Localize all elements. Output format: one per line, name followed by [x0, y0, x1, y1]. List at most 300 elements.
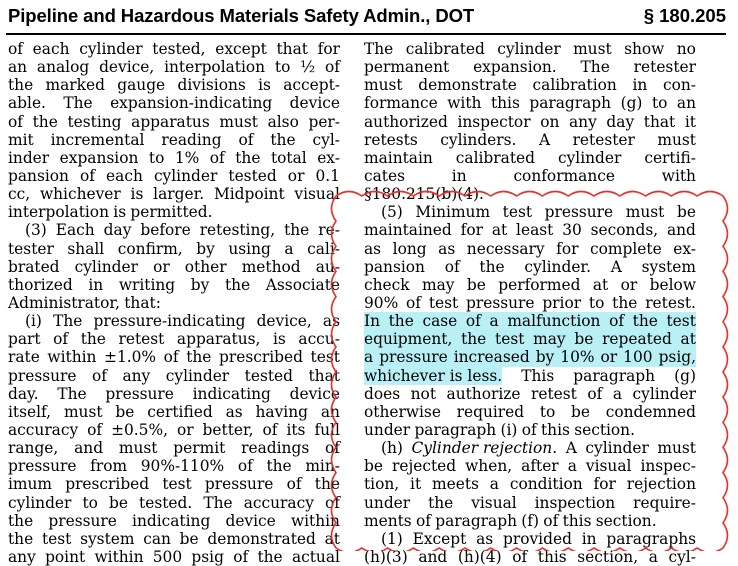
word: as: [225, 402, 243, 421]
word: least: [516, 221, 554, 240]
text-line: [8, 185, 340, 203]
word: in: [88, 275, 104, 294]
highlighted-text: whichever is less.: [364, 366, 503, 385]
word: retests: [364, 130, 418, 149]
word: tested: [244, 366, 293, 385]
word: a: [284, 239, 294, 258]
text-line: [8, 94, 340, 112]
text-line: [364, 494, 696, 512]
word: seconds,: [590, 221, 659, 240]
word: or: [600, 348, 618, 367]
text-line: [364, 258, 696, 276]
word: cali-: [307, 239, 340, 258]
word: ex-: [673, 239, 696, 258]
word: demonstrated: [207, 529, 316, 548]
word: testing: [67, 112, 122, 131]
word: does: [364, 384, 401, 403]
word: section,: [577, 547, 639, 566]
word: is: [130, 185, 144, 204]
word: of: [444, 257, 460, 276]
word: each: [106, 166, 143, 185]
word: the: [266, 457, 292, 476]
word: authorized: [364, 112, 448, 131]
word: pressure: [8, 366, 77, 385]
text-line: [364, 421, 696, 439]
word: by: [196, 239, 215, 258]
word: any: [122, 366, 151, 385]
word: or: [620, 275, 638, 294]
word: pressure: [8, 457, 77, 476]
word: retest.: [645, 293, 696, 312]
word: of: [87, 420, 103, 439]
word: its: [286, 420, 306, 439]
word: expansion: [59, 148, 139, 167]
text-line: [364, 403, 696, 421]
word: (f): [521, 511, 539, 530]
word: inspection: [534, 493, 616, 512]
word: to: [588, 293, 605, 312]
word: be: [676, 203, 696, 222]
text-line: [8, 149, 340, 167]
word: tester: [8, 239, 54, 258]
word: accuracy: [243, 493, 314, 512]
word: re-: [318, 221, 340, 240]
word: device: [289, 94, 340, 113]
word: (5): [381, 203, 403, 222]
word: it: [410, 475, 422, 494]
word: permanent: [364, 58, 450, 77]
word: Midpoint: [213, 185, 285, 204]
word: readings: [241, 439, 310, 458]
text-line: [364, 475, 696, 493]
word: (h): [381, 439, 403, 458]
word: cylinders.: [440, 130, 517, 149]
word: per-: [308, 112, 340, 131]
word: psig,: [658, 348, 696, 367]
word: an: [8, 58, 28, 77]
word: cylinder: [557, 148, 622, 167]
text-line: [8, 167, 340, 185]
word: of: [238, 130, 254, 149]
text-line: [364, 58, 696, 76]
word: is: [272, 330, 286, 349]
word: brated: [8, 257, 60, 276]
word: each: [32, 40, 70, 58]
text-line: [8, 76, 340, 94]
word: tested: [228, 166, 277, 185]
word: system: [641, 257, 696, 276]
text-line: [8, 131, 340, 149]
word: of: [233, 547, 249, 566]
word: an: [320, 402, 340, 421]
word: (i): [25, 312, 42, 331]
word: paragraphs: [606, 529, 696, 548]
word: that: [276, 40, 308, 58]
word: (g): [674, 366, 696, 385]
word: shall: [67, 239, 105, 258]
word: The: [57, 384, 87, 403]
word: the: [388, 312, 414, 331]
word: any: [569, 112, 597, 131]
word: au-: [315, 257, 340, 276]
word: test: [428, 293, 459, 312]
word: of: [8, 40, 23, 58]
word: Administrator,: [8, 293, 120, 312]
word: other: [184, 257, 227, 276]
word: paragraph: [529, 94, 612, 113]
word: (h)(4): [457, 547, 502, 566]
word: by: [190, 275, 210, 294]
word: be: [574, 330, 594, 349]
word: a: [612, 384, 623, 403]
word: the: [270, 130, 296, 149]
word: must: [63, 402, 103, 421]
word: 1%: [174, 148, 200, 167]
word: cylinder: [632, 384, 696, 403]
word: gauge: [117, 76, 166, 95]
word: condition: [509, 475, 583, 494]
word: 100: [623, 348, 653, 367]
word: cylinder: [497, 40, 561, 58]
word: this: [537, 547, 567, 566]
text-line: [364, 367, 696, 385]
word: as: [476, 529, 494, 548]
word: within: [47, 348, 97, 367]
word: an: [676, 94, 696, 113]
word: be: [571, 402, 590, 421]
word: of: [325, 493, 340, 512]
text-line: [364, 385, 696, 403]
text-line: [8, 258, 340, 276]
word: the: [8, 511, 34, 530]
word: cylinder: [8, 493, 72, 512]
word: test: [41, 529, 72, 548]
word: check: [364, 275, 410, 294]
text-line: [8, 240, 340, 258]
word: device,: [99, 58, 155, 77]
text-line: [8, 113, 340, 131]
word: this: [540, 420, 570, 439]
word: incremental: [50, 130, 145, 149]
text-line: [364, 240, 696, 258]
word: the: [257, 547, 283, 566]
word: from: [90, 457, 128, 476]
word: of: [8, 112, 23, 131]
word: within: [94, 547, 144, 566]
word: retest: [531, 384, 577, 403]
word: provided: [503, 529, 572, 548]
word: the: [32, 112, 58, 131]
text-line: [364, 40, 696, 58]
word: pansion: [8, 166, 69, 185]
highlighted-line: [364, 330, 696, 348]
text-line: [8, 385, 340, 403]
word: rate: [8, 348, 40, 367]
word: divisions: [177, 76, 246, 95]
text-line: [8, 530, 340, 548]
word: test: [310, 348, 340, 367]
word: The: [53, 312, 83, 331]
word: 500: [152, 547, 183, 566]
word: meets: [432, 475, 479, 494]
word: This: [521, 366, 555, 385]
word: ments: [364, 511, 412, 530]
word: tested.: [139, 493, 193, 512]
word: no: [676, 40, 696, 58]
word: or: [287, 166, 305, 185]
page-header: [8, 2, 726, 30]
word: when,: [465, 457, 513, 476]
word: may: [533, 330, 566, 349]
word: the: [479, 257, 505, 276]
word: must: [364, 76, 403, 95]
word: the: [461, 330, 487, 349]
word: device: [289, 384, 340, 403]
word: must: [118, 439, 158, 458]
word: cyl-: [312, 130, 340, 149]
text-line: [8, 221, 340, 239]
text-line: [8, 421, 340, 439]
word: and: [418, 547, 448, 566]
word: a: [364, 348, 374, 367]
word: test: [162, 475, 192, 494]
word: at: [324, 529, 340, 548]
word: inder: [8, 148, 50, 167]
word: at: [491, 221, 508, 240]
text-line: [364, 512, 696, 530]
word: of: [416, 511, 431, 530]
word: whichever: [39, 185, 121, 204]
word: of: [80, 166, 95, 185]
word: device,: [256, 312, 312, 331]
word: the: [284, 221, 310, 240]
word: of: [92, 366, 107, 385]
word: or: [176, 420, 194, 439]
word: to: [148, 148, 165, 167]
word: in: [632, 76, 648, 95]
word: of: [521, 420, 537, 439]
word: visual: [471, 493, 517, 512]
word: equipment,: [364, 330, 453, 349]
word: device: [225, 511, 276, 530]
word: maintained: [364, 221, 452, 240]
word: Each: [55, 221, 95, 240]
text-line: [8, 348, 340, 366]
word: cylinder.: [524, 257, 591, 276]
word: formance: [364, 94, 438, 113]
text-line: [364, 185, 696, 203]
word: cylinder: [74, 257, 138, 276]
text-line: [364, 167, 696, 185]
word: complete: [590, 239, 662, 258]
word: accept-: [283, 76, 340, 95]
text-line: [8, 330, 340, 348]
word: day: [103, 221, 132, 240]
word: range,: [8, 439, 59, 458]
word: the: [80, 330, 106, 349]
word: must: [657, 439, 696, 458]
word: the: [8, 76, 34, 95]
word: the: [235, 148, 261, 167]
word: having: [255, 402, 308, 421]
word: it: [684, 112, 696, 131]
word: in: [581, 529, 597, 548]
word: (i): [500, 420, 518, 439]
word: interpolation: [164, 58, 266, 77]
word: inspector: [457, 112, 531, 131]
word: itself,: [8, 402, 52, 421]
word: of: [406, 293, 421, 312]
word: method: [241, 257, 301, 276]
word: pressure: [466, 293, 535, 312]
word: 10%: [560, 348, 595, 367]
word: 90%-110%: [140, 457, 225, 476]
text-line: [8, 276, 340, 294]
word: of: [325, 439, 340, 458]
word: conformance: [513, 166, 615, 185]
word: ±1.0%: [104, 348, 157, 367]
word: imum: [8, 475, 53, 494]
word: by: [535, 348, 555, 367]
word: ½: [300, 58, 316, 77]
word: 0.1: [315, 166, 340, 185]
word: §180.215(b)(4).: [364, 185, 484, 204]
word: of: [587, 384, 603, 403]
word: for: [593, 475, 616, 494]
word: certified: [147, 402, 213, 421]
text-line: [364, 294, 696, 312]
text-line: [8, 367, 340, 385]
text-line: [8, 58, 340, 76]
word: visual: [294, 185, 340, 204]
word: authorize: [446, 384, 521, 403]
word: point: [45, 547, 86, 566]
word: this: [562, 511, 592, 530]
word: min-: [305, 457, 340, 476]
word: pressure-indicating: [93, 312, 246, 331]
word: or: [153, 257, 170, 276]
word: cylinder: [165, 366, 230, 385]
word: total: [270, 148, 307, 167]
word: thorized: [8, 275, 73, 294]
word: at: [680, 330, 696, 349]
word: except: [215, 40, 267, 58]
word: the: [314, 475, 340, 494]
word: rejected: [391, 457, 457, 476]
word: The: [63, 94, 93, 113]
word: the: [224, 275, 251, 294]
word: indicating: [192, 384, 271, 403]
word: A: [610, 257, 622, 276]
text-line: [364, 530, 696, 548]
word: otherwise: [364, 402, 441, 421]
word: any: [8, 547, 36, 566]
word: accu-: [298, 330, 340, 349]
word: (g): [620, 94, 643, 113]
word: under: [364, 420, 411, 439]
word: and: [74, 439, 104, 458]
word: of: [609, 312, 625, 331]
word: in: [451, 166, 467, 185]
word: day.: [8, 384, 39, 403]
word: pressure: [204, 475, 274, 494]
word: under: [364, 493, 411, 512]
word: of: [209, 148, 225, 167]
word: that: [643, 112, 676, 131]
word: accuracy: [8, 420, 79, 439]
word: increased: [453, 348, 530, 367]
text-line: [364, 276, 696, 294]
word: must: [573, 40, 612, 58]
word: permit: [173, 439, 226, 458]
word: The: [580, 58, 610, 77]
word: psig: [191, 547, 224, 566]
word: of: [286, 475, 302, 494]
text-line: [8, 457, 340, 475]
text-line: [8, 494, 340, 512]
word: interpolation: [8, 203, 109, 222]
left-column: [8, 40, 340, 566]
word: to: [651, 94, 668, 113]
word: Minimum: [415, 203, 491, 222]
text-line: [364, 113, 696, 131]
word: the: [186, 348, 212, 367]
word: repeated: [602, 330, 672, 349]
word: full: [314, 420, 340, 439]
word: ex-: [317, 148, 340, 167]
word: analog: [36, 58, 90, 77]
text-line: [8, 512, 340, 530]
word: the: [8, 529, 34, 548]
word: using: [228, 239, 271, 258]
word: after: [521, 457, 559, 476]
word: necessary: [466, 239, 545, 258]
word: calibration: [532, 76, 617, 95]
word: visual: [585, 457, 632, 476]
word: apparatus: [131, 112, 210, 131]
text-line: [364, 221, 696, 239]
word: a: [489, 312, 499, 331]
word: test: [502, 203, 533, 222]
text-line: [8, 294, 340, 312]
word: prescribed: [65, 475, 150, 494]
text-line: [364, 149, 696, 167]
word: pressure: [544, 203, 614, 222]
word: section.: [574, 420, 635, 439]
word: marked: [45, 76, 105, 95]
word: certifi-: [644, 148, 696, 167]
text-line: [8, 475, 340, 493]
word: The: [203, 493, 233, 512]
word: of: [262, 420, 278, 439]
word: malfunction: [507, 312, 601, 331]
word: demonstrate: [418, 76, 517, 95]
word: at: [592, 275, 609, 294]
word: the: [428, 493, 454, 512]
word: system: [80, 529, 135, 548]
text-line: [364, 131, 696, 149]
word: permitted.: [130, 203, 213, 222]
word: not: [410, 384, 437, 403]
word: long: [392, 239, 427, 258]
word: of: [237, 457, 253, 476]
text-line: [364, 439, 696, 457]
word: ±0.5%,: [111, 420, 168, 439]
word: is: [113, 203, 127, 222]
word: as: [322, 312, 340, 331]
word: calibrated: [455, 148, 535, 167]
word: a: [489, 475, 499, 494]
